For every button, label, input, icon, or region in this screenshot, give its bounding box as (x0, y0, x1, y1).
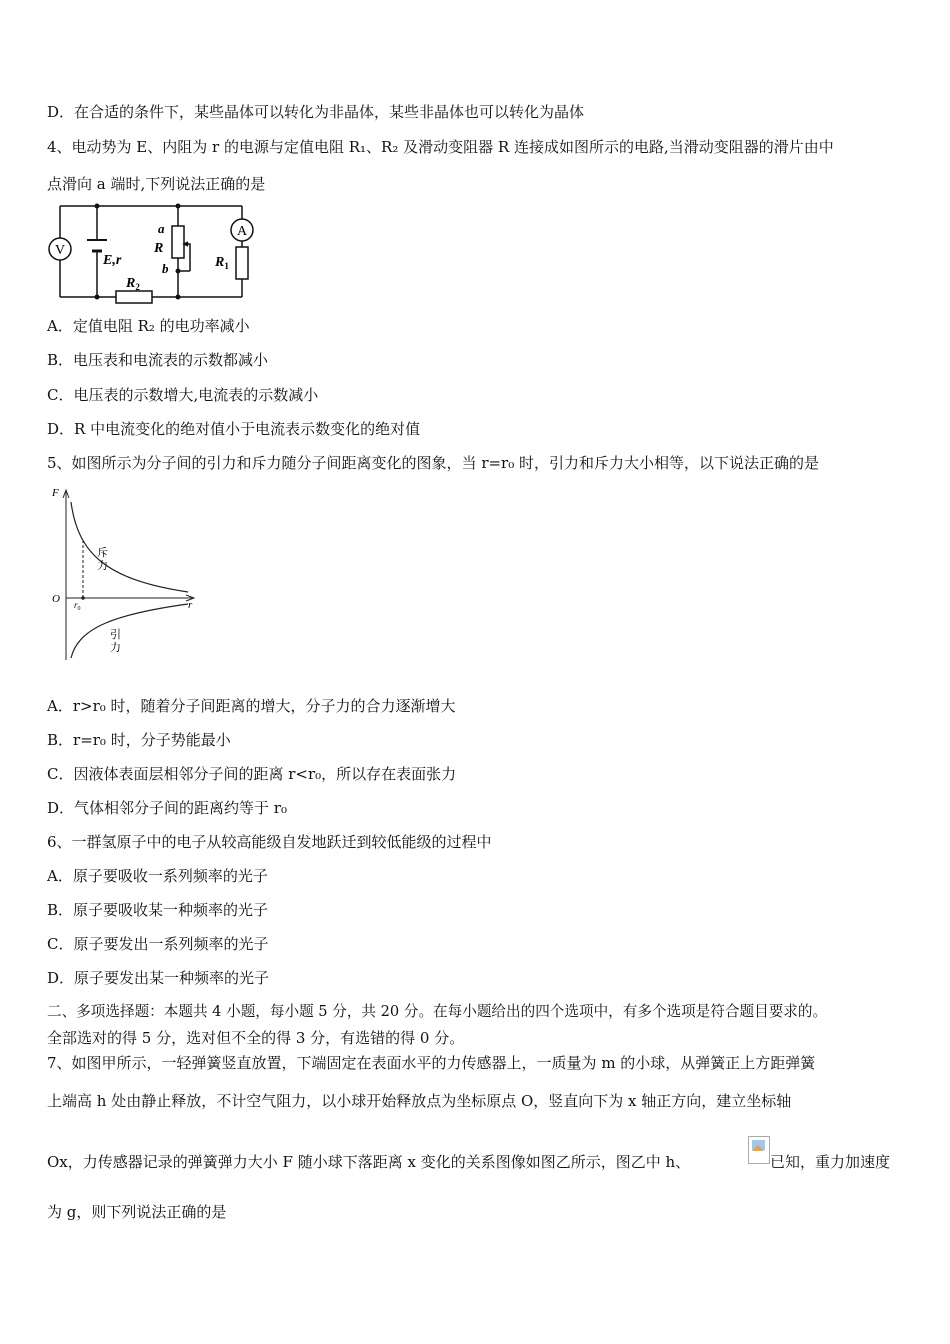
q7-stem-line3b: 已知，重力加速度 (770, 1153, 891, 1171)
rheostat-label: R (154, 241, 164, 256)
repulsion-label-2: 力 (97, 560, 108, 572)
q6-option-c: C．原子要发出一系列频率的光子 (47, 935, 269, 953)
r0-label: r (74, 600, 78, 610)
q4-stem-line2: 点滑向 a 端时,下列说法正确的是 (47, 175, 266, 193)
q6-option-d: D．原子要发出某一种频率的光子 (47, 969, 270, 987)
rheostat-a-label: a (158, 221, 165, 236)
q7-stem-line3a: Ox，力传感器记录的弹簧弹力大小 F 随小球下落距离 x 变化的关系图像如图乙所示，图乙中 h、 (47, 1153, 691, 1171)
r2-label: R (126, 276, 136, 291)
q5-option-c: C．因液体表面层相邻分子间的距离 r<r₀，所以存在表面张力 (47, 765, 457, 783)
q4-stem-line1: 4、电动势为 E、内阻为 r 的电源与定值电阻 R₁、R₂ 及滑动变阻器 R 连接成如图所示的电路,当滑动变阻器的滑片由中 (47, 138, 834, 156)
circuit-diagram (40, 198, 275, 306)
attraction-label-2: 力 (110, 642, 121, 654)
rheostat-b-label: b (162, 261, 169, 276)
molecular-force-graph (48, 480, 208, 665)
q4-option-c: C．电压表的示数增大,电流表的示数减小 (47, 386, 319, 404)
attraction-label-1: 引 (110, 629, 121, 641)
q5-stem: 5、如图所示为分子间的引力和斥力随分子间距离变化的图象，当 r=r₀ 时，引力和斥力大小相等，以下说法正确的是 (47, 454, 820, 472)
svg-text:R2 (125, 276, 140, 292)
r1-label: R (215, 255, 225, 270)
svg-text:R1 (214, 255, 229, 271)
broken-image-icon (748, 1136, 770, 1164)
r0-subscript: 0 (77, 606, 81, 612)
q6-option-a: A．原子要吸收一系列频率的光子 (47, 867, 268, 885)
q5-option-a: A．r>r₀ 时，随着分子间距离的增大，分子力的合力逐渐增大 (47, 697, 456, 715)
voltmeter-label: V (54, 243, 66, 258)
force-axis-label: F (52, 487, 59, 499)
source-label: E,r (103, 253, 122, 268)
q5-option-b: B．r=r₀ 时，分子势能最小 (47, 731, 231, 749)
q4-option-a: A．定值电阻 R₂ 的电功率减小 (47, 317, 250, 335)
q7-stem-line1: 7、如图甲所示，一轻弹簧竖直放置，下端固定在表面水平的力传感器上，一质量为 m 的小球，从弹簧正上方距弹簧 (47, 1054, 816, 1072)
q6-stem: 6、一群氢原子中的电子从较高能级自发地跃迁到较低能级的过程中 (47, 833, 492, 851)
q7-stem-line4: 为 g，则下列说法正确的是 (47, 1203, 227, 1221)
ammeter-label: A (236, 224, 248, 239)
r-axis-label: r (188, 599, 193, 611)
q6-option-b: B．原子要吸收某一种频率的光子 (47, 901, 269, 919)
section2-heading-line2: 全部选对的得 5 分，选对但不全的得 3 分，有选错的得 0 分。 (47, 1029, 465, 1047)
origin-label: O (52, 593, 60, 605)
repulsion-label-1: 斥 (97, 547, 108, 559)
section2-heading-line1: 二、多项选择题：本题共 4 小题，每小题 5 分，共 20 分。在每小题给出的四个选项中，有多个选项是符合题目要求的。 (47, 1003, 828, 1020)
q7-stem-line2: 上端高 h 处由静止释放，不计空气阻力，以小球开始释放点为坐标原点 O，竖直向下为 x 轴正方向，建立坐标轴 (47, 1092, 792, 1110)
q5-option-d: D．气体相邻分子间的距离约等于 r₀ (47, 799, 287, 817)
q4-option-d: D．R 中电流变化的绝对值小于电流表示数变化的绝对值 (47, 420, 421, 438)
r2-subscript: 2 (135, 282, 140, 292)
svg-text:r0 (74, 600, 81, 612)
r1-subscript: 1 (224, 261, 229, 271)
q3-option-d: D．在合适的条件下，某些晶体可以转化为非晶体，某些非晶体也可以转化为晶体 (47, 103, 585, 121)
q4-option-b: B．电压表和电流表的示数都减小 (47, 351, 269, 369)
